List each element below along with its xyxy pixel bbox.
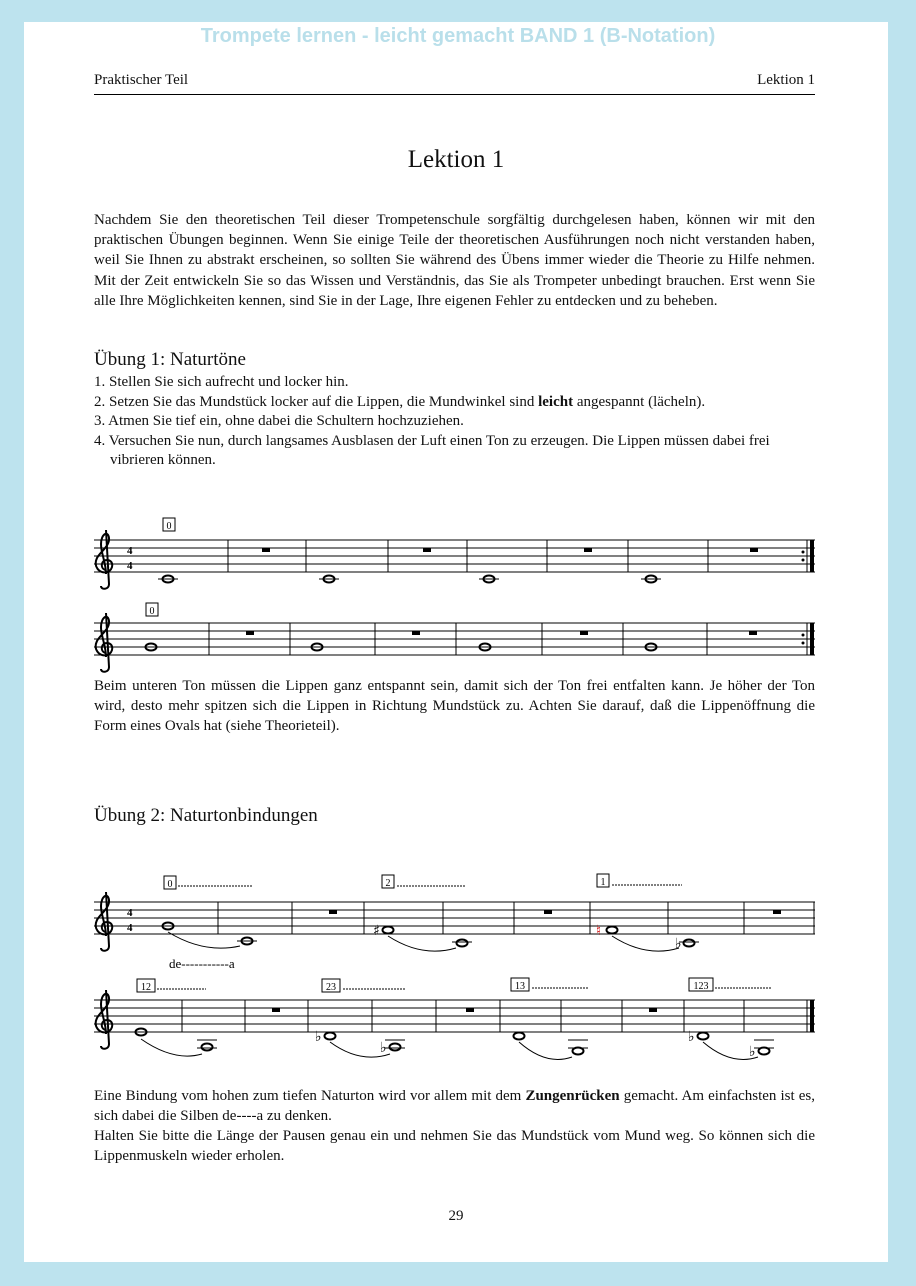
intro-paragraph: Nachdem Sie den theoretischen Teil dieser Trompetenschule sorgfältig durchgelesen haben, können wir mit den praktischen Übungen beginnen. Wenn Sie einige Teile der theoretischen Ausführungen noch nicht verstanden haben, weil Sie Ihnen zu abstrakt erscheinen, so sollten Sie während des Übens immer wieder die Theorie zu Hilfe nehmen. Mit der Zeit entwickeln Sie so das Wissen und Verständnis, das Sie als Trompeter unbedingt brauchen. Erst wenn Sie alle Ihre Möglichkeiten kennen, sind Sie in der Lage, Ihre eigenen Fehler zu entdecken und zu beheben. bbox=[94, 212, 815, 309]
music-notation bbox=[24, 22, 888, 1262]
header-section: Praktischer Teil bbox=[94, 72, 189, 88]
ex2-fingering-1: 1 bbox=[600, 877, 606, 888]
ex2-staff-1 bbox=[94, 874, 815, 971]
svg-text:4: 4 bbox=[127, 922, 133, 934]
step-4: 4. Versuchen Sie nun, durch langsames Ausblasen der Luft einen Ton zu erzeugen. Die Lippen müssen dabei frei vibrieren können. bbox=[94, 432, 770, 469]
header-lesson: Lektion 1 bbox=[757, 72, 815, 88]
ex1-staff-1 bbox=[94, 518, 815, 589]
binding-text-end: gemacht. Am einfachsten ist es, sich dabei die Silben de----a zu denken. bbox=[94, 1088, 816, 1125]
ex2-fingering-13: 13 bbox=[515, 981, 525, 992]
page-title: Lektion 1 bbox=[407, 146, 505, 173]
svg-text:♭: ♭ bbox=[749, 1044, 756, 1060]
exercise-1-explanation: Beim unteren Ton müssen die Lippen ganz entspannt sein, damit sich der Ton frei entfalten kann. Je höher der Ton wird, desto mehr spitzen sich die Lippen in Richtung Mundstück zu. Achten Sie darauf, daß die Lippenöffnung die Form eines Ovals hat (siehe Theorieteil). bbox=[94, 678, 815, 735]
step-2-text: 2. Setzen Sie das Mundstück locker auf die Lippen, die Mundwinkel sind bbox=[94, 393, 535, 410]
ex2-fingering-23: 23 bbox=[326, 982, 336, 993]
svg-text:4: 4 bbox=[127, 545, 133, 557]
binding-text-start: Eine Bindung vom hohen zum tiefen Naturton wird vor allem mit dem bbox=[94, 1088, 522, 1104]
ex2-fingering-0: 0 bbox=[167, 879, 173, 890]
step-1: 1. Stellen Sie sich aufrecht und locker hin. bbox=[94, 374, 349, 390]
ex2-staff-2 bbox=[94, 978, 815, 1060]
binding-text-bold: Zungenrücken bbox=[525, 1088, 620, 1104]
svg-text:♭: ♭ bbox=[688, 1029, 695, 1045]
ex2-fingering-2: 2 bbox=[385, 878, 391, 889]
book-title-banner: Trompete lernen - leicht gemacht BAND 1 (B-Notation) bbox=[200, 25, 716, 47]
page bbox=[24, 22, 888, 1262]
exercise-2-heading: Übung 2: Naturtonbindungen bbox=[94, 805, 318, 826]
svg-text:♭: ♭ bbox=[315, 1029, 322, 1045]
step-2-end: angespannt (lächeln). bbox=[576, 393, 706, 410]
exercise-2-explanation bbox=[94, 1086, 815, 1126]
page-number: 29 bbox=[448, 1208, 464, 1224]
svg-text:♯: ♯ bbox=[373, 923, 380, 939]
ex1-fingering-2: 0 bbox=[149, 606, 155, 617]
svg-text:♭: ♭ bbox=[675, 936, 682, 952]
svg-text:4: 4 bbox=[127, 907, 133, 919]
ex2-fingering-12: 12 bbox=[141, 982, 151, 993]
step-2-bold: leicht bbox=[538, 393, 574, 410]
ex1-fingering-1: 0 bbox=[166, 521, 172, 532]
step-3: 3. Atmen Sie tief ein, ohne dabei die Schultern hochzuziehen. bbox=[94, 413, 464, 430]
svg-text:♭: ♭ bbox=[380, 1040, 387, 1056]
svg-text:4: 4 bbox=[127, 560, 133, 572]
syllable-label: de-----------a bbox=[169, 956, 235, 971]
svg-text:♮: ♮ bbox=[596, 923, 602, 939]
exercise-1-heading: Übung 1: Naturtöne bbox=[94, 349, 246, 370]
ex1-staff-2 bbox=[94, 603, 815, 672]
pause-explanation: Halten Sie bitte die Länge der Pausen genau ein und nehmen Sie das Mundstück vom Mund weg. So können sich die Lippenmuskeln wieder erholen. bbox=[94, 1128, 815, 1165]
ex2-fingering-123: 123 bbox=[693, 981, 709, 992]
